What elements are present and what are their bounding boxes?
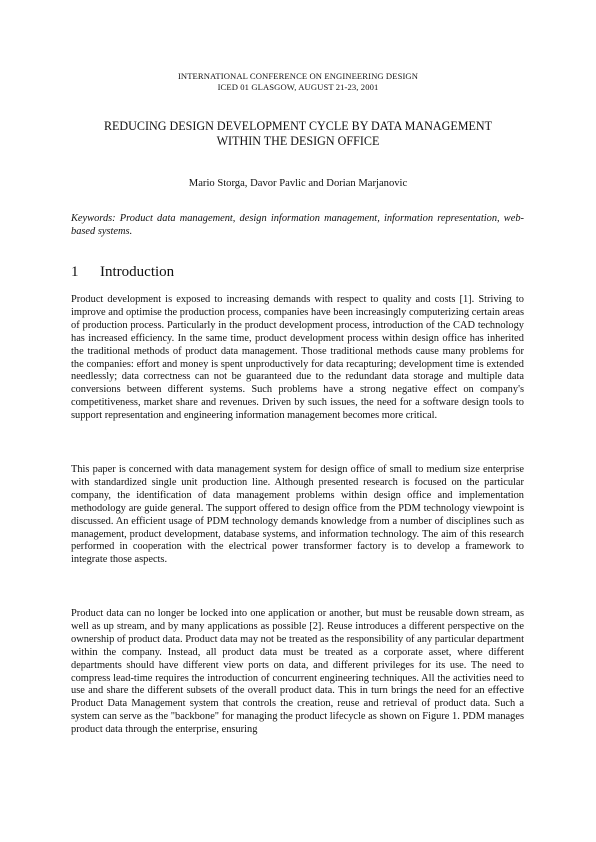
paper-title <box>60 119 536 149</box>
body-paragraph-2: This paper is concerned with data management system for design office of small to medium size enterprise with standardized single unit production line. Although presented research is focused on the particular company, the identification of data management problems within design office and implementation methodology are guide general. The support offered to design office from the PDM technology viewpoint is discussed. An efficient usage of PDM technology demands knowledge from a number of disciplines such as management, product development, database systems, and information technology. The aim of this research performed in cooperation with the electrical power transformer factory is to develop a framework to integrate those aspects. <box>71 464 524 566</box>
body-paragraph-1: Product development is exposed to increasing demands with respect to quality and costs [1]. Striving to improve and optimise the production process, companies have been increasingly computerizing certain areas of production process. Particularly in the product development process, introduction of the CAD technology has increased efficiency. In the same time, product development process within design office has inherited the traditional methods of product data management. Those traditional methods cause many problems for the companies: effort and money is spent unproductively for data recapturing; development time is extended needlessly; data correctness can not be guaranteed due to the redundant data storage and multiple data conversions between different systems. Such problems have a strong negative effect on company's competitiveness, market share and revenues. Driven by such issues, the need for a software design tools to support representation and engineering information management becomes more critical. <box>71 294 524 422</box>
paper-title-line-2: WITHIN THE DESIGN OFFICE <box>216 134 380 148</box>
conference-location-date: ICED 01 GLASGOW, AUGUST 21-23, 2001 <box>217 82 379 92</box>
section-title: Introduction <box>100 264 175 280</box>
paper-keywords: Keywords: Product data management, design information management, information representation, web-based systems. <box>71 213 524 237</box>
section-number: 1 <box>71 264 79 280</box>
conference-name: INTERNATIONAL CONFERENCE ON ENGINEERING DESIGN <box>177 71 419 81</box>
body-paragraph-3: Product data can no longer be locked into one application or another, but must be reusable down stream, as well as up stream, and by many applications as possible [2]. Reuse introduces a different perspective on the ownership of product data. Product data may not be treated as the responsibility of any particular department within the company. Instead, all product data must be treated as a corporate asset, where different departments should have different view ports on data, and different privileges for its use. The need to compress lead-time requires the introduction of concurrent engineering techniques. All the activities need to use and share the different subsets of the overall product data. This in turn brings the need for an effective Product Data Management system that controls the creation, reuse and retrieval of product data. Such a system can serve as the "backbone" for managing the product lifecycle as shown on Figure 1. PDM manages product data through the enterprise, ensuring <box>71 608 524 736</box>
paper-title-line-1: REDUCING DESIGN DEVELOPMENT CYCLE BY DATA MANAGEMENT <box>103 119 493 133</box>
section-heading <box>71 263 174 281</box>
paper-authors: Mario Storga, Davor Pavlic and Dorian Marjanovic <box>188 178 408 189</box>
